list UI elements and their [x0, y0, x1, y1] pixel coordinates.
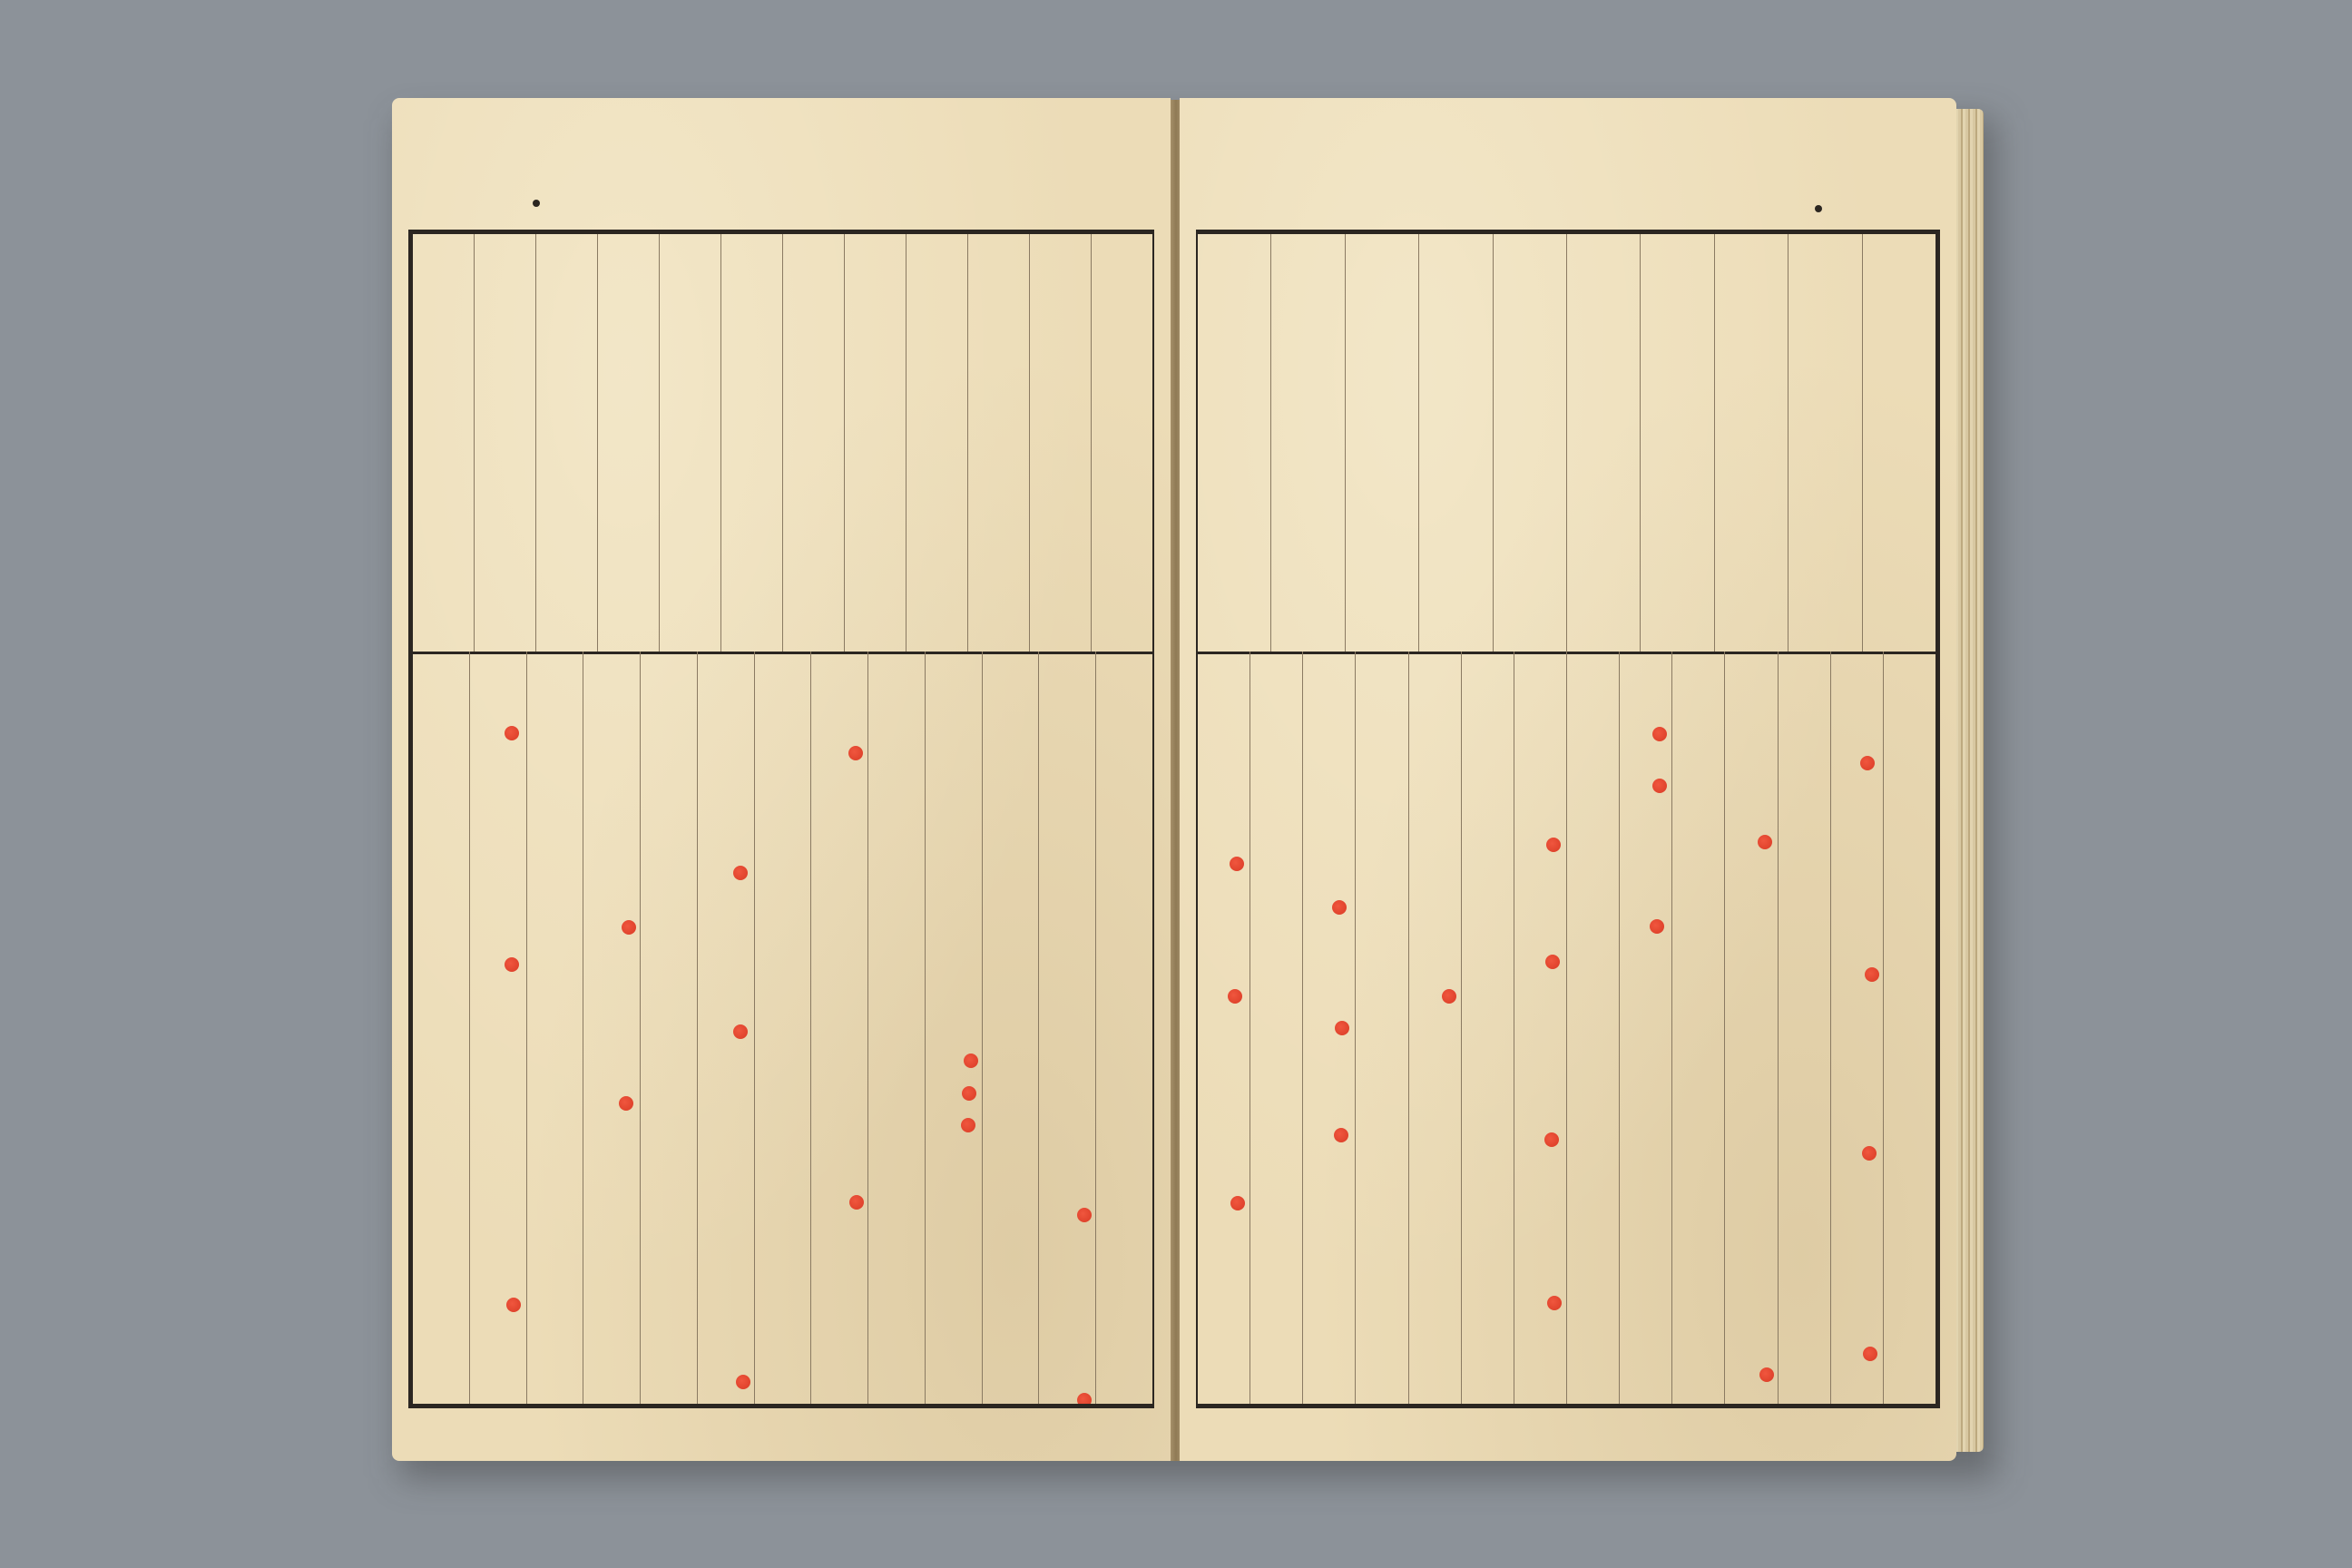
left-upper-columns	[413, 234, 1152, 652]
red-reading-mark	[1077, 1393, 1092, 1404]
commentary-column	[782, 234, 844, 652]
main-text-column	[1095, 652, 1152, 1404]
main-text-column	[1566, 652, 1619, 1404]
red-reading-mark	[736, 1375, 750, 1389]
red-reading-mark	[1442, 989, 1456, 1004]
main-text-column	[1671, 652, 1724, 1404]
main-text-column	[697, 652, 754, 1404]
red-reading-mark	[964, 1054, 978, 1068]
red-reading-mark	[505, 957, 519, 972]
page-dot	[533, 200, 540, 207]
red-reading-mark	[1547, 1296, 1562, 1310]
commentary-column	[967, 234, 1029, 652]
right-upper-register	[1198, 234, 1936, 654]
commentary-column	[1788, 234, 1861, 652]
left-page	[392, 98, 1171, 1461]
main-text-column	[1408, 652, 1461, 1404]
commentary-column	[844, 234, 906, 652]
red-reading-mark	[1228, 989, 1242, 1004]
commentary-column	[659, 234, 720, 652]
red-reading-mark	[1863, 1347, 1877, 1361]
red-reading-mark	[848, 746, 863, 760]
red-reading-mark	[962, 1086, 976, 1101]
red-reading-mark	[1335, 1021, 1349, 1035]
left-lower-columns	[413, 652, 1152, 1404]
main-text-column	[469, 652, 526, 1404]
commentary-column	[474, 234, 535, 652]
red-reading-mark	[1230, 857, 1244, 871]
main-text-column	[1250, 652, 1302, 1404]
red-reading-mark	[1077, 1208, 1092, 1222]
commentary-column	[1198, 234, 1270, 652]
red-reading-mark	[1860, 756, 1875, 770]
red-reading-mark	[1650, 919, 1664, 934]
red-reading-mark	[1546, 838, 1561, 852]
main-text-column	[982, 652, 1039, 1404]
commentary-column	[1345, 234, 1418, 652]
red-reading-mark	[1544, 1132, 1559, 1147]
commentary-column	[1566, 234, 1640, 652]
main-text-column	[925, 652, 982, 1404]
commentary-column	[1714, 234, 1788, 652]
red-reading-mark	[619, 1096, 633, 1111]
red-reading-mark	[1862, 1146, 1877, 1161]
main-text-column	[1619, 652, 1671, 1404]
commentary-column	[906, 234, 967, 652]
main-text-column	[526, 652, 583, 1404]
right-lower-columns	[1198, 652, 1936, 1404]
red-reading-mark	[961, 1118, 975, 1132]
right-page	[1180, 98, 1956, 1461]
page-dot	[1815, 205, 1822, 212]
red-reading-mark	[1545, 955, 1560, 969]
main-text-column	[1302, 652, 1355, 1404]
red-reading-mark	[505, 726, 519, 740]
main-text-column	[413, 652, 469, 1404]
right-page-frame	[1196, 230, 1940, 1408]
left-lower-register	[413, 652, 1152, 1404]
red-reading-mark	[1758, 835, 1772, 849]
main-text-column	[1514, 652, 1566, 1404]
commentary-column	[1862, 234, 1936, 652]
red-reading-mark	[733, 866, 748, 880]
red-reading-mark	[1652, 727, 1667, 741]
red-reading-mark	[849, 1195, 864, 1210]
main-text-column	[1461, 652, 1514, 1404]
red-reading-mark	[1759, 1367, 1774, 1382]
main-text-column	[1198, 652, 1250, 1404]
red-reading-mark	[1334, 1128, 1348, 1142]
commentary-column	[1640, 234, 1713, 652]
main-text-column	[583, 652, 640, 1404]
commentary-column	[720, 234, 782, 652]
red-reading-mark	[733, 1024, 748, 1039]
main-text-column	[1038, 652, 1095, 1404]
commentary-column	[597, 234, 659, 652]
red-reading-mark	[1865, 967, 1879, 982]
left-page-frame	[408, 230, 1154, 1408]
red-reading-mark	[622, 920, 636, 935]
main-text-column	[867, 652, 925, 1404]
left-upper-register	[413, 234, 1152, 654]
commentary-column	[413, 234, 474, 652]
commentary-column	[1493, 234, 1566, 652]
main-text-column	[1883, 652, 1936, 1404]
red-reading-mark	[506, 1298, 521, 1312]
main-text-column	[1355, 652, 1407, 1404]
red-reading-mark	[1230, 1196, 1245, 1210]
red-reading-mark	[1332, 900, 1347, 915]
main-text-column	[1778, 652, 1830, 1404]
commentary-column	[535, 234, 597, 652]
main-text-column	[810, 652, 867, 1404]
commentary-column	[1418, 234, 1492, 652]
main-text-column	[754, 652, 811, 1404]
commentary-column	[1029, 234, 1091, 652]
main-text-column	[1830, 652, 1883, 1404]
commentary-column	[1091, 234, 1152, 652]
main-text-column	[640, 652, 697, 1404]
main-text-column	[1724, 652, 1777, 1404]
right-upper-columns	[1198, 234, 1936, 652]
commentary-column	[1270, 234, 1344, 652]
right-lower-register	[1198, 652, 1936, 1404]
red-reading-mark	[1652, 779, 1667, 793]
